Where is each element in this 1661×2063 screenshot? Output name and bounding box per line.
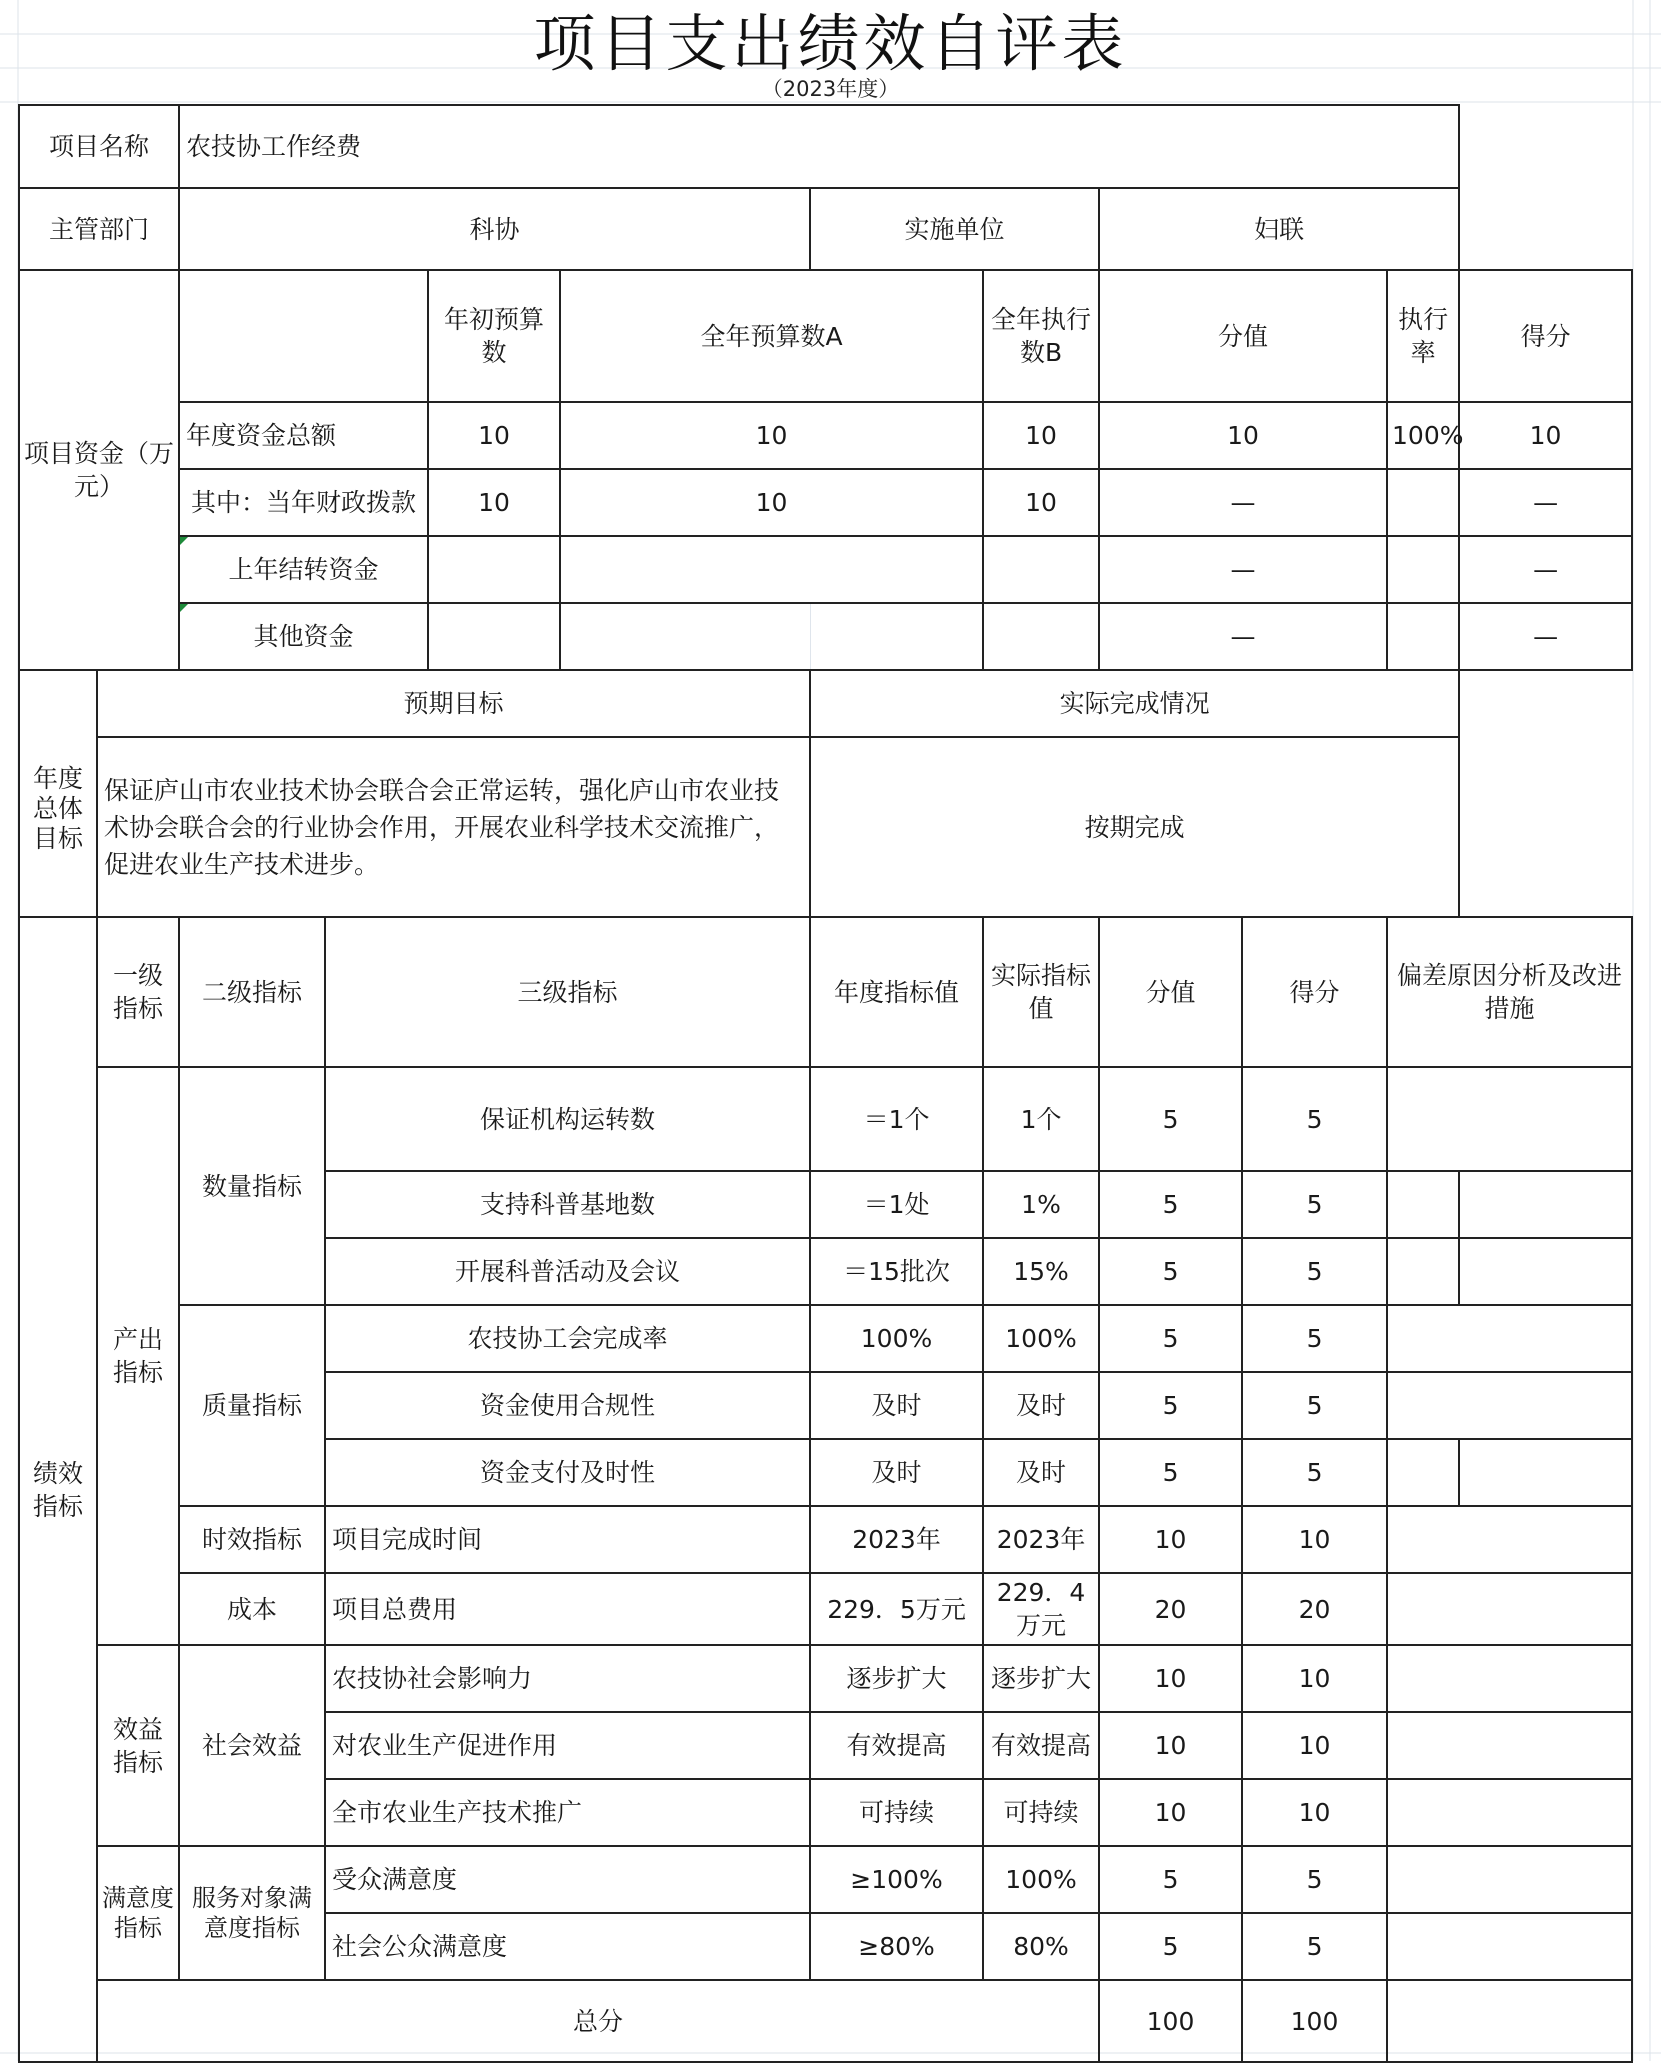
indicator-target: 有效提高 <box>810 1712 983 1779</box>
indicator-score: 5 <box>1242 1372 1387 1439</box>
funds-initial <box>428 536 560 603</box>
indicator-weight: 10 <box>1099 1779 1242 1846</box>
funds-annual: 10 <box>560 402 983 469</box>
indicator-target: 及时 <box>810 1372 983 1439</box>
indicator-score: 10 <box>1242 1645 1387 1712</box>
funds-header-row <box>19 270 1632 402</box>
indicator-name: 项目总费用 <box>325 1573 810 1645</box>
goal-actual-text: 按期完成 <box>810 737 1459 917</box>
indicator-deviation <box>1387 1846 1632 1913</box>
indicator-weight: 5 <box>1099 1439 1242 1506</box>
perf-header-deviation: 偏差原因分析及改进措施 <box>1387 917 1632 1067</box>
funds-initial <box>428 603 560 670</box>
indicator-score: 10 <box>1242 1779 1387 1846</box>
indicator-weight: 10 <box>1099 1645 1242 1712</box>
funds-header-blank <box>179 270 428 402</box>
funds-executed: 10 <box>983 469 1099 536</box>
funds-header-weight: 分值 <box>1099 270 1387 402</box>
indicator-actual: 逐步扩大 <box>983 1645 1099 1712</box>
funds-executed <box>983 603 1099 670</box>
perf-row <box>19 1645 1632 1712</box>
indicator-deviation-extra <box>1459 1439 1632 1506</box>
indicator-score: 5 <box>1242 1846 1387 1913</box>
indicator-deviation <box>1387 1305 1632 1372</box>
indicator-name: 项目完成时间 <box>325 1506 810 1573</box>
indicator-name: 资金支付及时性 <box>325 1439 810 1506</box>
indicator-weight: 10 <box>1099 1712 1242 1779</box>
funds-row-label: 年度资金总额 <box>179 402 428 469</box>
perf-row <box>19 1305 1632 1372</box>
goal-header-row <box>19 670 1632 737</box>
funds-weight: — <box>1099 536 1387 603</box>
indicator-target: 229．5万元 <box>810 1573 983 1645</box>
funds-annual: 10 <box>560 469 983 536</box>
level2-quality: 质量指标 <box>179 1305 325 1506</box>
project-name-value: 农技协工作经费 <box>179 105 1459 188</box>
indicator-deviation <box>1387 1171 1459 1238</box>
indicator-name: 资金使用合规性 <box>325 1372 810 1439</box>
indicator-target: ≥80% <box>810 1913 983 1980</box>
indicator-deviation <box>1387 1645 1632 1712</box>
indicator-score: 5 <box>1242 1067 1387 1171</box>
perf-header-row <box>19 917 1632 1067</box>
indicator-weight: 5 <box>1099 1067 1242 1171</box>
indicator-actual: 1个 <box>983 1067 1099 1171</box>
indicator-deviation-extra <box>1459 1171 1632 1238</box>
funds-header-rate: 执行率 <box>1387 270 1459 402</box>
indicator-actual: 1% <box>983 1171 1099 1238</box>
level1-satisfaction: 满意度指标 <box>97 1846 179 1980</box>
funds-header-initial: 年初预算数 <box>428 270 560 402</box>
indicator-target: 及时 <box>810 1439 983 1506</box>
funds-weight: 10 <box>1099 402 1387 469</box>
total-deviation <box>1387 1980 1632 2062</box>
funds-initial: 10 <box>428 469 560 536</box>
perf-header-level1: 一级指标 <box>97 917 179 1067</box>
indicator-actual: 15% <box>983 1238 1099 1305</box>
indicator-name: 保证机构运转数 <box>325 1067 810 1171</box>
indicator-deviation <box>1387 1067 1632 1171</box>
indicator-weight: 5 <box>1099 1846 1242 1913</box>
indicator-target: ＝1个 <box>810 1067 983 1171</box>
level2-timeliness: 时效指标 <box>179 1506 325 1573</box>
funds-header-score: 得分 <box>1459 270 1632 402</box>
project-name-row <box>19 105 1632 188</box>
indicator-actual: 229．4万元 <box>983 1573 1099 1645</box>
indicator-deviation <box>1387 1712 1632 1779</box>
perf-header-score: 得分 <box>1242 917 1387 1067</box>
indicator-score: 5 <box>1242 1238 1387 1305</box>
perf-row <box>19 1573 1632 1645</box>
indicator-actual: 及时 <box>983 1372 1099 1439</box>
indicator-target: 逐步扩大 <box>810 1645 983 1712</box>
perf-label: 绩效指标 <box>19 917 97 2062</box>
total-weight: 100 <box>1099 1980 1242 2062</box>
total-score: 100 <box>1242 1980 1387 2062</box>
indicator-actual: 可持续 <box>983 1779 1099 1846</box>
funds-score: — <box>1459 536 1632 603</box>
perf-header-level2: 二级指标 <box>179 917 325 1067</box>
funds-annual <box>560 603 810 670</box>
funds-row <box>19 603 1632 670</box>
indicator-actual: 2023年 <box>983 1506 1099 1573</box>
funds-weight: — <box>1099 469 1387 536</box>
funds-row <box>19 402 1632 469</box>
indicator-name: 支持科普基地数 <box>325 1171 810 1238</box>
level1-benefit: 效益指标 <box>97 1645 179 1846</box>
indicator-score: 5 <box>1242 1913 1387 1980</box>
indicator-deviation <box>1387 1372 1632 1439</box>
indicator-weight: 5 <box>1099 1238 1242 1305</box>
level1-output: 产出指标 <box>97 1067 179 1645</box>
funds-row <box>19 536 1632 603</box>
dept-label: 主管部门 <box>19 188 179 270</box>
indicator-actual: 80% <box>983 1913 1099 1980</box>
funds-label: 项目资金（万元） <box>19 270 179 670</box>
impl-unit-label: 实施单位 <box>810 188 1099 270</box>
goal-content-row <box>19 737 1632 917</box>
funds-row-label: 其他资金 <box>179 603 428 670</box>
indicator-target: 可持续 <box>810 1779 983 1846</box>
funds-rate <box>1387 536 1459 603</box>
dept-value: 科协 <box>179 188 810 270</box>
perf-header-target: 年度指标值 <box>810 917 983 1067</box>
perf-header-level3: 三级指标 <box>325 917 810 1067</box>
indicator-name: 对农业生产促进作用 <box>325 1712 810 1779</box>
funds-score: — <box>1459 603 1632 670</box>
funds-header-executed: 全年执行数B <box>983 270 1099 402</box>
total-label: 总分 <box>97 1980 1099 2062</box>
perf-row <box>19 1067 1632 1171</box>
funds-annual-blank <box>810 603 983 670</box>
indicator-actual: 100% <box>983 1305 1099 1372</box>
indicator-deviation <box>1387 1779 1632 1846</box>
indicator-score: 20 <box>1242 1573 1387 1645</box>
indicator-target: ＝1处 <box>810 1171 983 1238</box>
indicator-target: ＝15批次 <box>810 1238 983 1305</box>
impl-unit-value: 妇联 <box>1099 188 1459 270</box>
funds-row-label: 上年结转资金 <box>179 536 428 603</box>
goal-actual-label: 实际完成情况 <box>810 670 1459 737</box>
indicator-deviation <box>1387 1573 1632 1645</box>
level2-social: 社会效益 <box>179 1645 325 1846</box>
indicator-weight: 10 <box>1099 1506 1242 1573</box>
indicator-deviation <box>1387 1439 1459 1506</box>
indicator-weight: 5 <box>1099 1913 1242 1980</box>
funds-row-label: 其中：当年财政拨款 <box>179 469 428 536</box>
project-name-label: 项目名称 <box>19 105 179 188</box>
total-row <box>19 1980 1632 2062</box>
indicator-deviation <box>1387 1913 1632 1980</box>
indicator-deviation <box>1387 1238 1459 1305</box>
goal-label: 年度总体目标 <box>19 670 97 917</box>
funds-initial: 10 <box>428 402 560 469</box>
department-row <box>19 188 1632 270</box>
indicator-name: 全市农业生产技术推广 <box>325 1779 810 1846</box>
indicator-weight: 5 <box>1099 1372 1242 1439</box>
funds-executed: 10 <box>983 402 1099 469</box>
indicator-score: 10 <box>1242 1712 1387 1779</box>
level2-quantity: 数量指标 <box>179 1067 325 1305</box>
indicator-name: 社会公众满意度 <box>325 1913 810 1980</box>
perf-row <box>19 1846 1632 1913</box>
funds-rate <box>1387 603 1459 670</box>
goal-expected-text: 保证庐山市农业技术协会联合会正常运转，强化庐山市农业技术协会联合会的行业协会作用，开展农业科学技术交流推广，促进农业生产技术进步。 <box>97 737 810 917</box>
indicator-score: 5 <box>1242 1439 1387 1506</box>
indicator-name: 农技协工会完成率 <box>325 1305 810 1372</box>
year-subtitle: （2023年度） <box>761 77 900 101</box>
level2-cost: 成本 <box>179 1573 325 1645</box>
funds-rate: 100% <box>1387 402 1459 469</box>
indicator-actual: 100% <box>983 1846 1099 1913</box>
funds-executed <box>983 536 1099 603</box>
funds-header-annual: 全年预算数A <box>560 270 983 402</box>
funds-weight: — <box>1099 603 1387 670</box>
indicator-name: 开展科普活动及会议 <box>325 1238 810 1305</box>
indicator-score: 5 <box>1242 1171 1387 1238</box>
indicator-weight: 5 <box>1099 1171 1242 1238</box>
perf-header-actual: 实际指标值 <box>983 917 1099 1067</box>
page-title: 项目支出绩效自评表 <box>533 7 1128 80</box>
perf-header-weight: 分值 <box>1099 917 1242 1067</box>
indicator-target: ≥100% <box>810 1846 983 1913</box>
goal-expected-label: 预期目标 <box>97 670 810 737</box>
indicator-actual: 及时 <box>983 1439 1099 1506</box>
indicator-score: 10 <box>1242 1506 1387 1573</box>
indicator-score: 5 <box>1242 1305 1387 1372</box>
indicator-actual: 有效提高 <box>983 1712 1099 1779</box>
indicator-deviation-extra <box>1459 1238 1632 1305</box>
self-evaluation-table <box>18 104 1633 2063</box>
indicator-weight: 5 <box>1099 1305 1242 1372</box>
funds-rate <box>1387 469 1459 536</box>
indicator-name: 受众满意度 <box>325 1846 810 1913</box>
indicator-deviation <box>1387 1506 1632 1573</box>
funds-row <box>19 469 1632 536</box>
funds-annual <box>560 536 983 603</box>
indicator-name: 农技协社会影响力 <box>325 1645 810 1712</box>
indicator-target: 2023年 <box>810 1506 983 1573</box>
perf-row <box>19 1506 1632 1573</box>
level2-service: 服务对象满意度指标 <box>179 1846 325 1980</box>
funds-score: 10 <box>1459 402 1632 469</box>
funds-score: — <box>1459 469 1632 536</box>
indicator-weight: 20 <box>1099 1573 1242 1645</box>
indicator-target: 100% <box>810 1305 983 1372</box>
